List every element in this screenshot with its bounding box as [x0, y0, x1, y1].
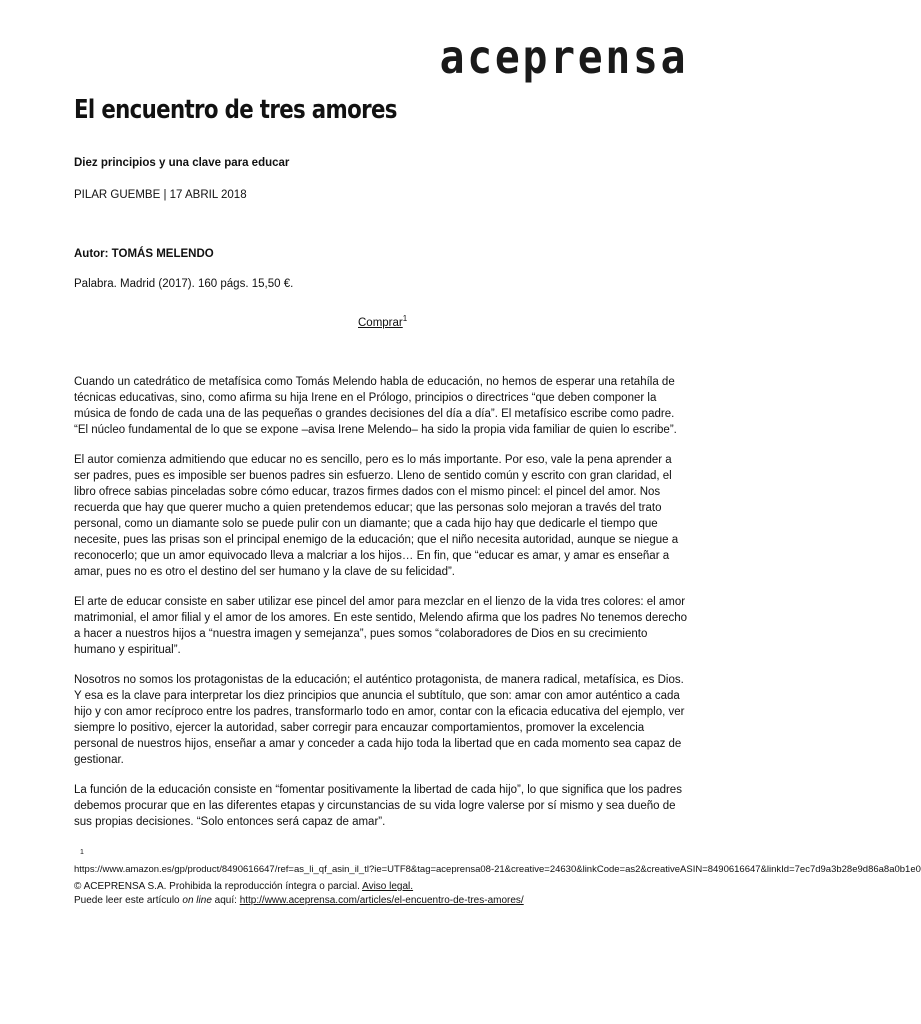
- buy-link[interactable]: Comprar: [358, 316, 403, 329]
- footnote-url: https://www.amazon.es/gp/product/8490616647/ref=as_li_qf_asin_il_tl?ie=UTF8&tag=aceprensa08-21&creative=24630&linkCode=as2&creativeASIN=8490616647&linkId=7ec7d9a3b28e9d86a8a0b1e0: [74, 864, 921, 875]
- book-author: Autor: TOMÁS MELENDO: [74, 248, 214, 260]
- publication-info: Palabra. Madrid (2017). 160 págs. 15,50 €.: [74, 278, 294, 290]
- article-paragraph: Cuando un catedrático de metafísica como Tomás Melendo habla de educación, no hemos de esperar una retahíla de técnicas educativas, sino, como afirma su hija Irene en el Prólogo, principios o directrices “que deben componer la música de fondo de cada una de las pequeñas o grandes decisiones del día a día”. El metafísico escribe como padre. “El núcleo fundamental de lo que se expone –avisa Irene Melendo– ha sido la propia vida familiar de quien lo escribe”.: [74, 376, 677, 436]
- article-paragraph: El arte de educar consiste en saber utilizar ese pincel del amor para mezclar en el lienzo de la vida tres colores: el amor matrimonial, el amor filial y el amor de los amores. En este sentido, Melendo afirma que los padres No tenemos derecho a hacer a nuestros hijos a “nuestra imagen y semejanza”, pues somos “colaboradores de Dios en su crecimiento humano y espiritual”.: [74, 596, 687, 656]
- copyright-line: [74, 880, 524, 894]
- article-paragraph: El autor comienza admitiendo que educar no es sencillo, pero es lo más importante. Por eso, vale la pena aprender a ser padres, pues es imposible ser buenos padres sin esfuerzo. Lleno de sentido común y escrito con gran claridad, el libro ofrece sabias pinceladas sobre cómo educar, trazos firmes dados con el mismo pincel: el pincel del amor. Nos recuerda que hay que querer mucho a quien pretendemos educar; que las personas solo mejoran a través del trato personal, como un diamante solo se puede pulir con un diamante; que a cada hijo hay que dedicarle el tiempo que necesite, pues las prisas son el principal enemigo de la educación; que el niño necesita autoridad, aunque se niegue a reconocerlo; que un amor equivocado lleva a malcriar a los hijos… En fin, que “educar es amar, y amar es enseñar a amar, pues no es otro el destino del ser humano y la clave de su felicidad”.: [74, 454, 679, 578]
- footnote-ref[interactable]: 1: [402, 314, 408, 323]
- read-online-prefix: Puede leer este artículo: [74, 895, 183, 906]
- article-byline: PILAR GUEMBE | 17 ABRIL 2018: [74, 189, 247, 201]
- read-online-line: [74, 894, 524, 908]
- footer: [74, 880, 524, 908]
- article-paragraph: La función de la educación consiste en “fomentar positivamente la libertad de cada hijo”, lo que significa que los padres debemos procurar que en las diferentes etapas y circunstancias de su vida logre valerse por sí mismo y sea dueño de sus propias decisiones. “Solo entonces será capaz de amar”.: [74, 784, 682, 828]
- legal-notice-link[interactable]: Aviso legal.: [362, 881, 414, 892]
- read-online-italic: on line: [182, 895, 212, 906]
- article-paragraph: Nosotros no somos los protagonistas de la educación; el auténtico protagonista, de manera radical, metafísica, es Dios. Y esa es la clave para interpretar los diez principios que anuncia el subtítulo, que son: amar con amor auténtico a cada hijo y con amor recíproco entre los padres, transformarlo todo en amor, contar con la eficacia educativa del ejemplo, ver siempre lo positivo, ejercer la autoridad, saber corregir para encauzar comportamientos, promover la excelencia personal de nuestros hijos, enseñar a amar y conceder a cada hijo toda la libertad que en cada momento sea capaz de gestionar.: [74, 674, 685, 766]
- buy-link-wrapper: [358, 314, 407, 329]
- aceprensa-logo: aceprensa: [439, 30, 688, 84]
- article-body: [74, 374, 688, 844]
- read-online-suffix: aquí:: [211, 895, 240, 906]
- article-subtitle: Diez principios y una clave para educar: [74, 157, 290, 169]
- footnote-marker: 1: [80, 849, 84, 856]
- article-title: El encuentro de tres amores: [74, 95, 397, 125]
- copyright-text: © ACEPRENSA S.A. Prohibida la reproducción íntegra o parcial.: [74, 881, 360, 892]
- article-url-link[interactable]: http://www.aceprensa.com/articles/el-encuentro-de-tres-amores/: [239, 895, 524, 906]
